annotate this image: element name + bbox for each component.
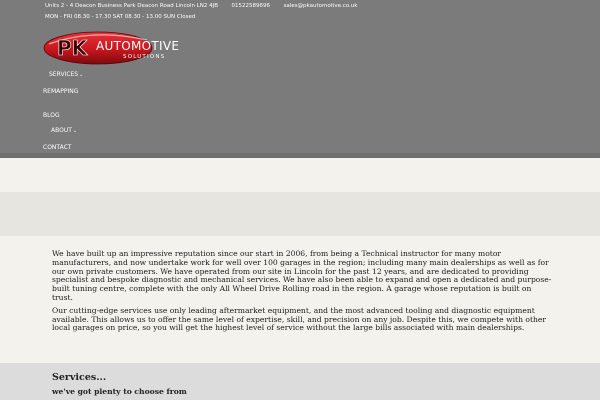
nav-contact[interactable] (43, 144, 71, 151)
about-section (52, 250, 552, 337)
nav-about[interactable] (51, 127, 77, 134)
logo-initials: PK (57, 36, 88, 60)
email-link[interactable]: sales@pkautomotive.co.uk (283, 3, 358, 9)
pk-automotive-logo[interactable] (43, 26, 198, 66)
nav-remapping[interactable] (43, 88, 78, 95)
nav-blog-label: BLOG (43, 112, 60, 119)
chevron-down-icon: ⌄ (72, 128, 78, 134)
nav-contact-label: CONTACT (43, 144, 72, 151)
nav-services-label: SERVICES (49, 71, 79, 78)
address-text: Units 2 - 4 Deacon Business Park Deacon Road Lincoln LN2 4JB (45, 3, 218, 9)
hero-band (0, 192, 600, 236)
about-paragraph-1: We have built up an impressive reputation since our start in 2006, from being a Technical instructor for many motor manufacturers, and now undertake work for well over 100 garages in the region; including many main dealerships as well as for our own private customers. We have operated from our site in Lincoln for the past 12 years, and are dedicated to providing specialist and bespoke diagnostic and mechanical services. We have also been able to expand and open a dedicated and purpose-built tuning centre, complete with the only All Wheel Drive Rolling road in the region. A garage whose reputation is built on trust. (52, 249, 552, 302)
about-paragraph-2: Our cutting-edge services use only leading aftermarket equipment, and the most advanced tooling and diagnostic equipment available. This allows us to offer the same level of expertise, skill, and precision on any job. Despite this, we compete with other local garages on price, so you will get the highest level of service without the large bills associated with main dealerships. (52, 305, 547, 333)
opening-hours: MON - FRI 08.30 - 17.30 SAT 08.30 - 13.00 SUN Closed (45, 14, 196, 20)
logo-sub: SOLUTIONS (123, 54, 166, 60)
phone-link[interactable]: 01522589696 (231, 3, 270, 9)
services-subheading: we've got plenty to choose from (52, 387, 187, 396)
hero-spacer (0, 158, 600, 192)
nav-about-label: ABOUT (51, 127, 72, 134)
chevron-down-icon: ⌄ (79, 72, 84, 78)
nav-remapping-label: REMAPPING (43, 88, 79, 95)
contact-topbar (45, 1, 357, 23)
site-header (0, 0, 600, 158)
services-heading: Services... (52, 372, 107, 383)
nav-services[interactable] (49, 71, 83, 78)
logo-word: AUTOMOTIVE (96, 39, 180, 53)
nav-blog[interactable] (43, 112, 60, 119)
